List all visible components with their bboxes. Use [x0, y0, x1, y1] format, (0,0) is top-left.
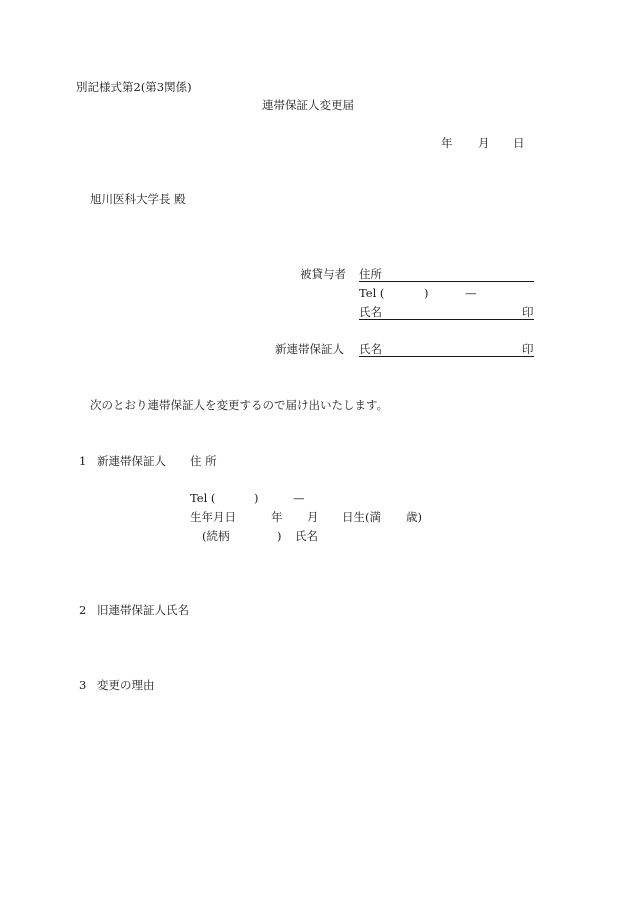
date-month: 月 — [478, 136, 490, 150]
section1-birth-label: 生年月日 — [190, 510, 236, 524]
borrower-label: 被貸与者 — [300, 267, 346, 281]
new-guarantor-label: 新連帯保証人 — [275, 342, 344, 356]
section2-heading: 旧連帯保証人氏名 — [97, 603, 189, 617]
section1-birth-month: 月 — [307, 510, 319, 524]
borrower-name-line — [359, 319, 534, 320]
document-title: 連帯保証人変更届 — [262, 98, 354, 112]
section1-tel-dash: — — [293, 491, 305, 505]
section1-birth-day: 日生(満 — [342, 510, 381, 524]
borrower-tel-label: Tel ( — [359, 286, 385, 300]
new-guarantor-seal: 印 — [522, 342, 534, 356]
section1-name-label: 氏名 — [295, 529, 318, 543]
section2-number: 2 — [79, 603, 87, 617]
borrower-seal: 印 — [522, 305, 534, 319]
date-year: 年 — [441, 136, 453, 150]
statement: 次のとおり連帯保証人を変更するので届け出いたします。 — [90, 398, 389, 412]
borrower-address-line — [359, 281, 534, 282]
section1-number: 1 — [79, 454, 87, 468]
section1-address-label: 住 所 — [190, 454, 217, 468]
section1-relation-close: ) — [277, 529, 282, 543]
section1-birth-year: 年 — [271, 510, 283, 524]
section1-tel-label: Tel ( — [190, 491, 216, 505]
borrower-tel-close: ) — [424, 286, 429, 300]
borrower-name-label: 氏名 — [359, 305, 382, 319]
section3-number: 3 — [79, 678, 87, 692]
section1-age-suffix: 歳) — [406, 510, 422, 524]
date-day: 日 — [513, 136, 525, 150]
addressee: 旭川医科大学長 殿 — [90, 192, 186, 206]
section1-relation-open: (続柄 — [202, 529, 230, 543]
section3-heading: 変更の理由 — [97, 678, 155, 692]
new-guarantor-name-line — [359, 356, 534, 357]
section1-tel-close: ) — [254, 491, 259, 505]
section1-heading: 新連帯保証人 — [97, 454, 166, 468]
borrower-address-label: 住所 — [359, 267, 382, 281]
form-number: 別記様式第2(第3関係) — [76, 80, 192, 94]
borrower-tel-dash: — — [465, 286, 477, 300]
new-guarantor-name-label: 氏名 — [359, 342, 382, 356]
